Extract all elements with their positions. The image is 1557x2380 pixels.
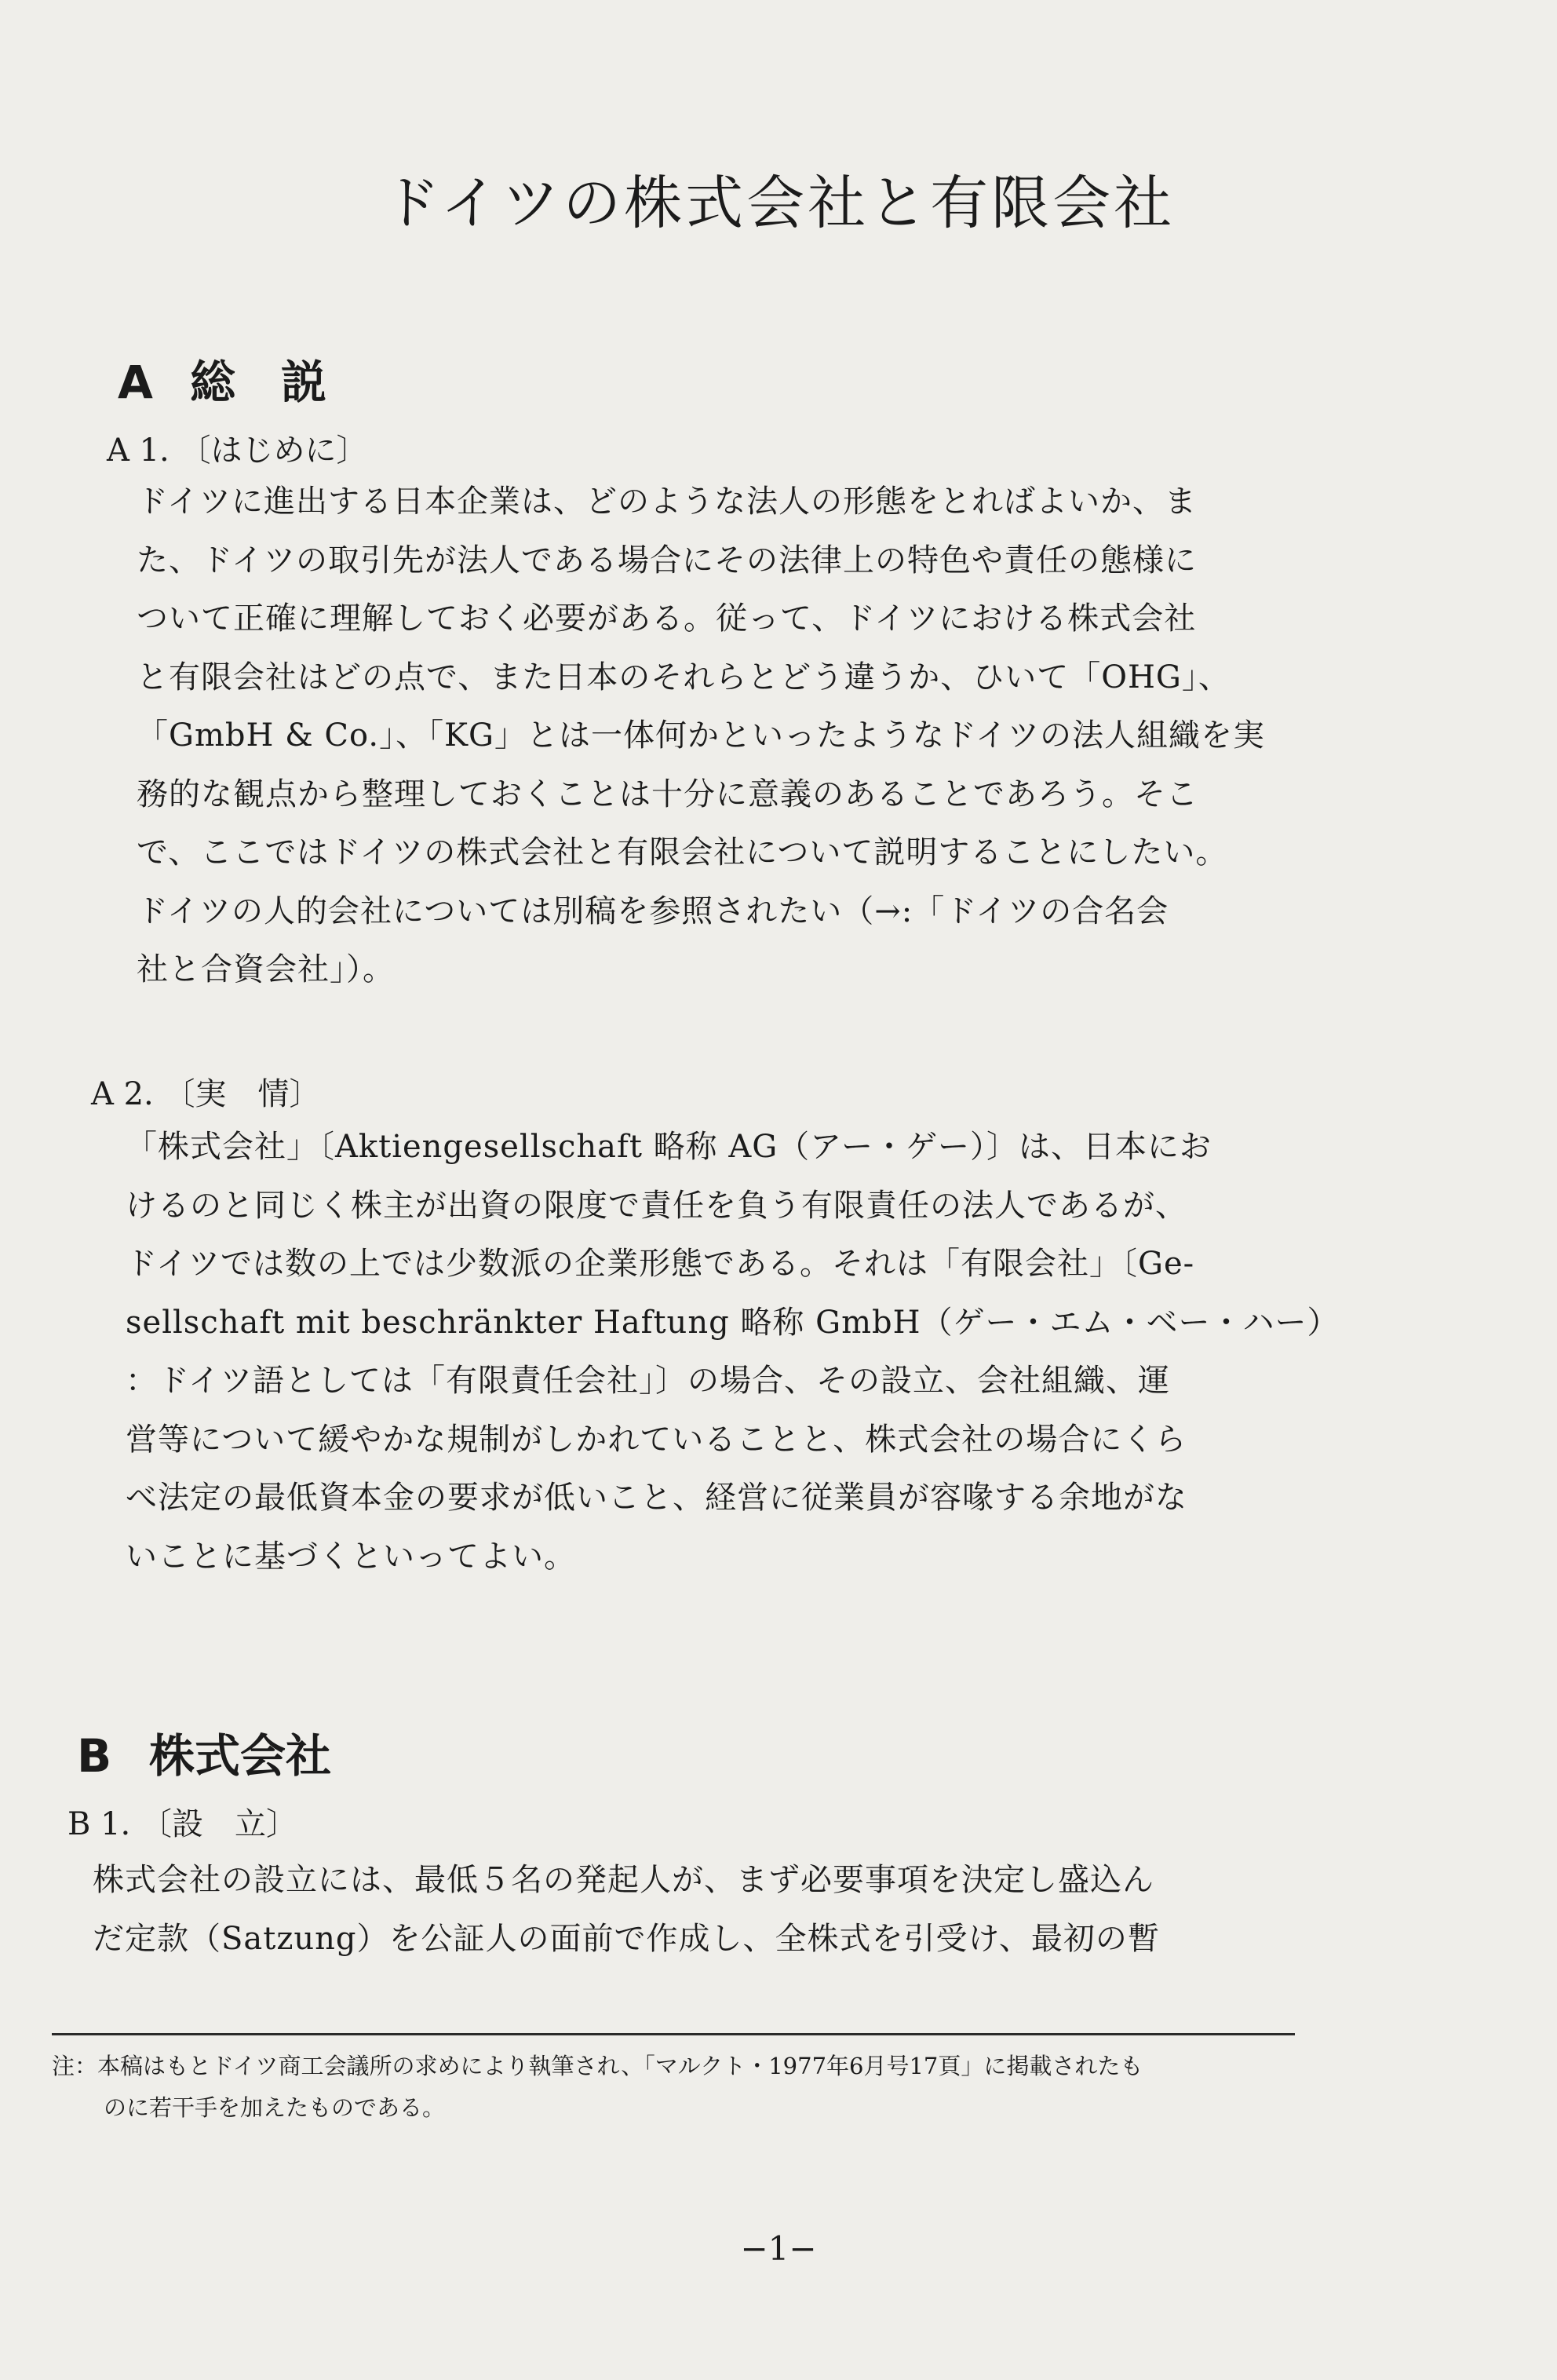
section-b-letter: B — [77, 1729, 112, 1783]
paragraph-line: べ法定の最低資本金の要求が低いこと、経営に従業員が容喙する余地がな — [126, 1480, 1187, 1516]
footnote-divider — [52, 2033, 1295, 2035]
paragraph-line: た、ドイツの取引先が法人である場合にその法律上の特色や責任の態様に — [137, 542, 1197, 579]
paragraph-line: ：ドイツ語としては「有限責任会社」〕の場合、その設立、会社組織、運 — [126, 1363, 1170, 1399]
paragraph-line: で、ここではドイツの株式会社と有限会社について説明することにしたい。 — [137, 834, 1228, 871]
section-b-label: 株式会社 — [149, 1729, 332, 1783]
paragraph-line: 株式会社の設立には、最低５名の発起人が、まず必要事項を決定し盛込ん — [93, 1862, 1154, 1898]
paragraph-line: と有限会社はどの点で、また日本のそれらとどう違うか、ひいて「OHG」、 — [137, 659, 1231, 695]
section-a-heading — [118, 345, 326, 411]
paragraph-line: ドイツの人的会社については別稿を参照されたい（→:「ドイツの合名会 — [137, 892, 1169, 929]
paragraph-line: sellschaft mit beschränkter Haftung 略称 GmbH（ゲー・エム・ベー・ハー） — [126, 1304, 1340, 1341]
paragraph-line: いことに基づくといってよい。 — [126, 1538, 576, 1575]
subsection-b1-heading: B 1. 〔設 立〕 — [67, 1806, 297, 1842]
subsection-a1-heading: A 1. 〔はじめに〕 — [107, 433, 368, 469]
subsection-a2-heading: A 2. 〔実 情〕 — [91, 1076, 321, 1112]
paragraph-line: けるのと同じく株主が出資の限度で責任を負う有限責任の法人であるが、 — [126, 1187, 1187, 1224]
paragraph-line: 務的な観点から整理しておくことは十分に意義のあることであろう。そこ — [137, 776, 1198, 812]
paragraph-line: 「GmbH & Co.」、「KG」とは一体何かといったようなドイツの法人組織を実 — [137, 717, 1265, 754]
paragraph-a1 — [137, 473, 1265, 999]
section-b-heading — [77, 1719, 331, 1785]
paragraph-line: 社と合資会社」）。 — [137, 951, 395, 987]
paragraph-line: だ定款（Satzung）を公証人の面前で作成し、全株式を引受け、最初の暫 — [93, 1920, 1160, 1957]
paragraph-line: ついて正確に理解しておく必要がある。従って、ドイツにおける株式会社 — [137, 600, 1197, 637]
paragraph-a2 — [126, 1118, 1340, 1586]
page-number: −1− — [740, 2229, 817, 2268]
page-title: ドイツの株式会社と有限会社 — [381, 170, 1176, 237]
paragraph-line: ドイツに進出する日本企業は、どのような法人の形態をとればよいか、ま — [137, 484, 1197, 520]
section-a-letter: A — [118, 356, 153, 409]
footnote-line: 注：本稿はもとドイツ商工会議所の求めにより執筆され、「マルクト・1977年6月号17頁」に掲載されたも — [52, 2053, 1143, 2079]
paragraph-line: 営等について緩やかな規制がしかれていることと、株式会社の場合にくら — [126, 1421, 1187, 1458]
paragraph-line: ドイツでは数の上では少数派の企業形態である。それは「有限会社」〔Ge- — [126, 1246, 1195, 1282]
footnote-line: のに若干手を加えたものである。 — [104, 2094, 446, 2121]
section-a-label: 総 説 — [190, 356, 327, 409]
paragraph-line: 「株式会社」〔Aktiengesellschaft 略称 AG（アー・ゲー）〕は、日本にお — [126, 1129, 1212, 1165]
footnote — [52, 2046, 1143, 2129]
paragraph-b1 — [93, 1851, 1160, 1968]
